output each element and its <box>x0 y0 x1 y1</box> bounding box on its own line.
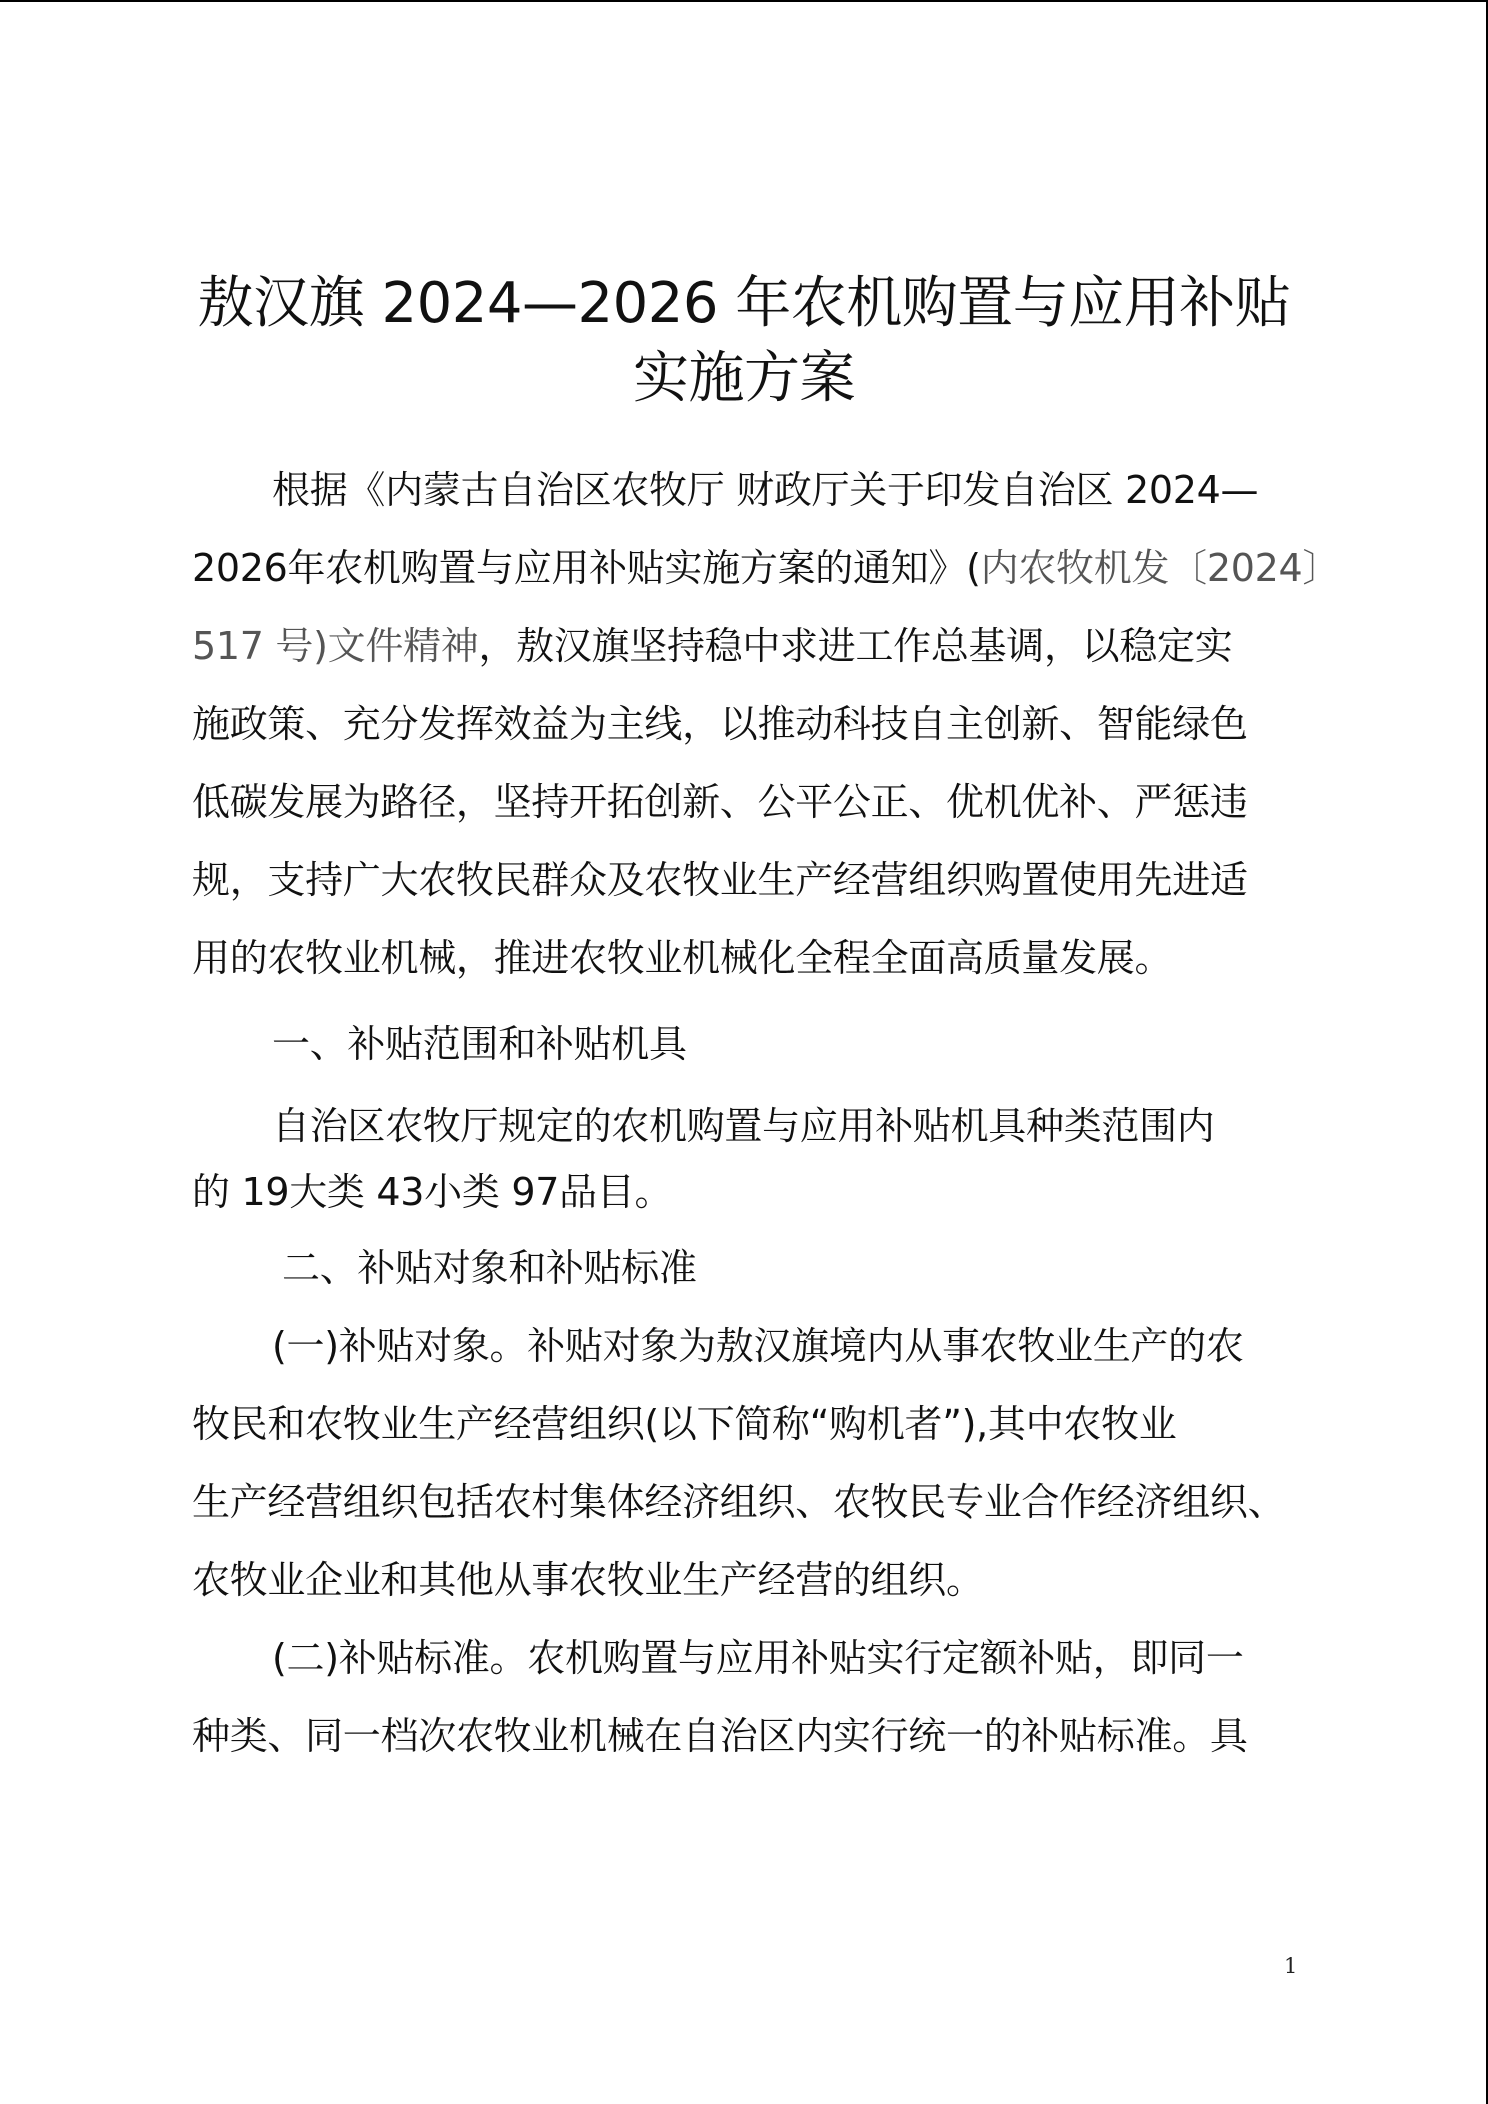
document-reference-number: 内农牧机发〔2024〕 <box>980 546 1341 590</box>
intro-paragraph-line-3 <box>192 616 1232 676</box>
section-2-sub-2-line-1: (二)补贴标准。农机购置与应用补贴实行定额补贴，即同一 <box>272 1636 1244 1680</box>
intro-paragraph-line-4: 施政策、充分发挥效益为主线，以推动科技自主创新、智能绿色 <box>192 702 1248 746</box>
section-2-sub-1-line-2: 牧民和农牧业生产经营组织(以下简称“购机者”),其中农牧业 <box>192 1402 1177 1446</box>
section-2-heading: 二、补贴对象和补贴标准 <box>282 1246 697 1290</box>
page-top-border <box>0 0 1488 2</box>
intro-paragraph-line-3-text: ，敖汉旗坚持稳中求进工作总基调，以稳定实 <box>478 624 1233 668</box>
section-2-sub-1-line-1: (一)补贴对象。补贴对象为敖汉旗境内从事农牧业生产的农 <box>272 1324 1244 1368</box>
section-2-sub-2-line-2: 种类、同一档次农牧业机械在自治区内实行统一的补贴标准。具 <box>192 1714 1248 1758</box>
document-title-line-1: 敖汉旗 2024—2026 年农机购置与应用补贴 <box>197 271 1291 336</box>
section-2-sub-1-line-4: 农牧业企业和其他从事农牧业生产经营的组织。 <box>192 1558 984 1602</box>
intro-paragraph-line-1: 根据《内蒙古自治区农牧厅 财政厅关于印发自治区 2024— <box>272 468 1259 512</box>
document-reference-number-cont: 517 号)文件精神 <box>192 624 479 668</box>
intro-paragraph-line-2 <box>192 538 1340 598</box>
intro-paragraph-line-6: 规，支持广大农牧民群众及农牧业生产经营组织购置使用先进适 <box>192 858 1248 902</box>
section-2-sub-1-line-3: 生产经营组织包括农村集体经济组织、农牧民专业合作经济组织、 <box>192 1480 1286 1524</box>
intro-paragraph-line-7: 用的农牧业机械，推进农牧业机械化全程全面高质量发展。 <box>192 936 1173 980</box>
intro-paragraph-line-5: 低碳发展为路径，坚持开拓创新、公平公正、优机优补、严惩违 <box>192 780 1248 824</box>
document-title-line-2: 实施方案 <box>633 346 855 411</box>
section-1-line-1: 自治区农牧厅规定的农机购置与应用补贴机具种类范围内 <box>272 1104 1215 1148</box>
section-1-heading: 一、补贴范围和补贴机具 <box>272 1022 687 1066</box>
intro-paragraph-line-2-text: 2026年农机购置与应用补贴实施方案的通知》( <box>192 546 981 590</box>
page-number: 1 <box>1284 1954 1298 1978</box>
section-1-line-2: 的 19大类 43小类 97品目。 <box>192 1170 673 1214</box>
